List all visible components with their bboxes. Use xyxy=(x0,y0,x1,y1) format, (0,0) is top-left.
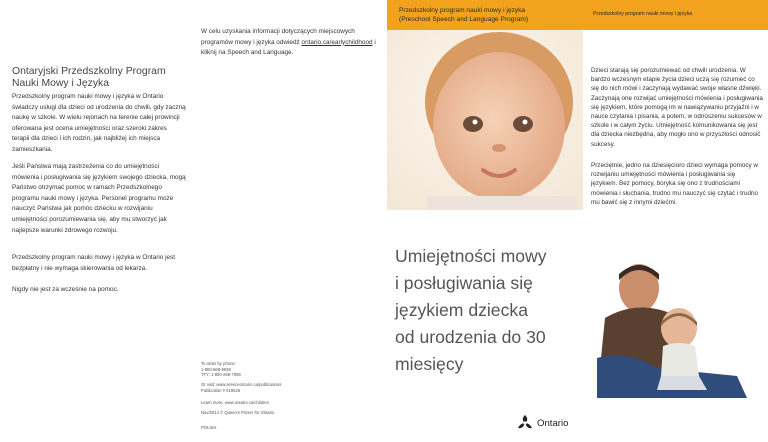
cover-title-line2: i posługiwania się xyxy=(395,273,533,293)
cover-title-line1: Umiejętności mowy xyxy=(395,246,547,266)
never-too-early-text: Nigdy nie jest za wcześnie na pomoc. xyxy=(12,286,119,293)
panel-contact xyxy=(190,0,387,442)
info-text-end: i kliknij na Speech and Language. xyxy=(201,38,376,57)
learn-more-link[interactable]: Learn more: www.ontario.ca/children xyxy=(201,400,269,405)
free-service-paragraph: Przedszkolny program nauki mowy i języka w Ontario jest bezpłatny i nie wymaga skierowania od lekarza. xyxy=(12,254,176,272)
cover-header-line2: (Preschool Speech and Language Program) xyxy=(399,16,529,23)
cover-title xyxy=(395,243,580,378)
cover-header-line1: Przedszkolny program nauki mowy i języka xyxy=(399,7,526,14)
panel-intro xyxy=(0,0,190,442)
info-text-start: W celu uzyskania informacji dotyczących miejscowych programów mowy i języka odwiedź xyxy=(201,28,355,46)
order-tty: TTY: 1-800-268-7095 xyxy=(201,372,241,378)
publication-number: Publication # 019526 xyxy=(201,387,241,393)
cover-header-text xyxy=(399,6,579,24)
publications-link[interactable]: Or visit: www.serviceontario.ca/publications xyxy=(201,382,282,387)
communication-paragraph: Dzieci starają się porozumiewać od chwili urodzenia. W bardzo wczesnym etapie życia dzieci uczą się rozumieć co się do nich mówi i zaczynają wydawać swoje własne dźwięki. Zaczynają one rozwijać umiejętności mówienia i posługiwania się językiem, które pomogą im w nawiązywaniu przyjaźni i w nauce czytania i pisania, a potem, w odnoszeniu sukcesów w szkole i w całym życiu. Umiejętność komunikowania się jest dla dziecka niezbędna, aby mogło ono w przyszłości odnosić sukcesy. xyxy=(591,67,763,148)
cover-title-line4: od urodzenia do 30 xyxy=(395,327,546,347)
program-title xyxy=(12,66,187,90)
order-phone-label: To order by phone: xyxy=(201,361,236,366)
cover-title-line3: językiem dziecka xyxy=(395,300,528,320)
program-title-line1: Ontaryjski Przedszkolny Program xyxy=(12,66,166,77)
printer-notice: Nov/2014 © Queen's Printer for Ontario xyxy=(201,410,275,415)
info-paragraph xyxy=(201,27,379,59)
trillium-icon xyxy=(515,413,535,433)
panel-cover xyxy=(387,0,583,442)
ontario-wordmark: Ontario xyxy=(537,417,569,429)
earlychildhood-link[interactable]: ontario.ca/earlychildhood xyxy=(301,38,373,46)
baby-photo xyxy=(387,30,583,210)
order-info xyxy=(201,361,381,378)
cover-title-line5: miesięcy xyxy=(395,354,464,374)
language-label: POLISH xyxy=(201,425,217,430)
intro-paragraph: Przedszkolny program nauki mowy i języka w Ontario świadczy usługi dla dzieci od urodzenia do chwili, gdy zaczną naukę w szkole. W wielu rejonach na terenie całej prowincji oferowana jest ocena umiejętności oraz szeroki zakres terapii dla dzieci i ich rodzin, jak najbliżej ich miejsca zamieszkania. xyxy=(12,93,186,153)
publication-info xyxy=(201,382,381,393)
right-header-text: Przedszkolny program nauki mowy i języka xyxy=(593,11,693,17)
ontario-logo xyxy=(515,413,568,433)
concern-paragraph: Jeśli Państwa mają zastrzeżenia co do umiejętności mówienia i posługiwania się językiem swojego dziecka, mogą Państwo otrzymać pomoc w ramach Przedszkolnego programu nauki mowy i języka. Personel programu może nauczyć Państwa jak pomóc dziecku w rozwijaniu umiejętności porozumiewania się, aby mu stworzyć jak najlepsze warunki zdrowego rozwoju. xyxy=(12,163,186,234)
statistics-paragraph: Przeciętnie, jedno na dziesięcioro dzieci wymaga pomocy w rozwijaniu umiejętności mówienia i posługiwania się językiem. Bez pomocy, boryka się ono z trudnościami mówienia i słuchania, trudno mu nauczyć się czytać i trudno mu bawić się z innymi dziećmi. xyxy=(591,162,758,206)
program-title-line2: Nauki Mowy i Języka xyxy=(12,78,110,89)
order-phone-number: 1-800-668-9938 xyxy=(201,366,231,372)
panel-intro-text xyxy=(583,0,768,442)
